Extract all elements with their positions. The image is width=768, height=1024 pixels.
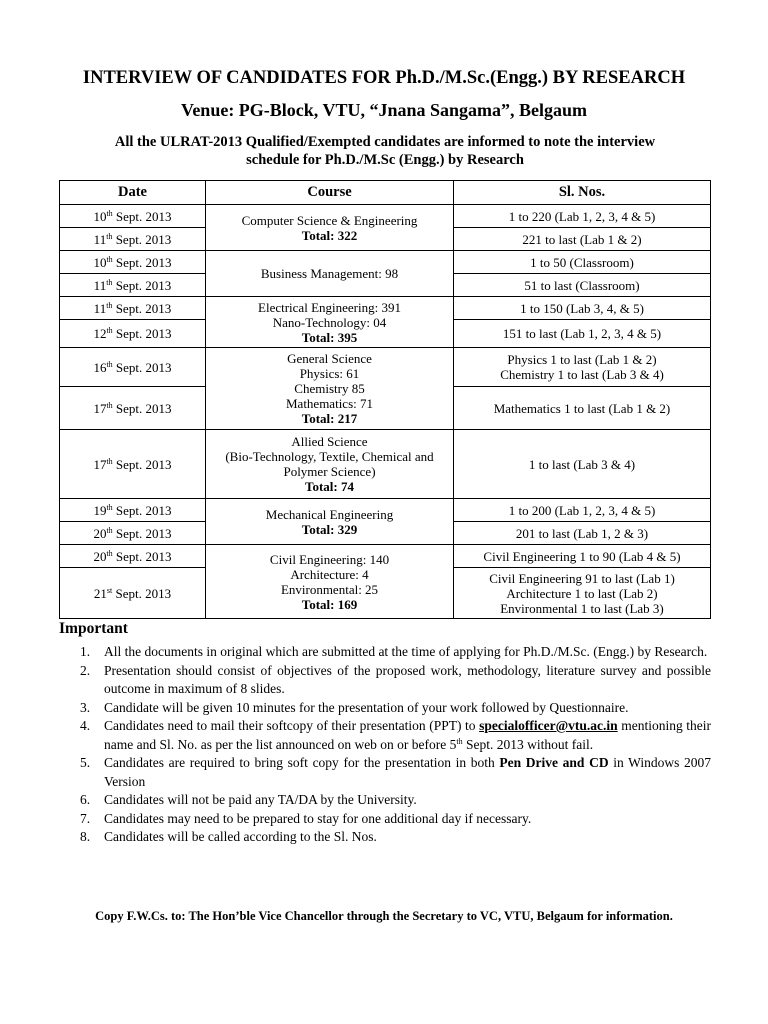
table-row bbox=[60, 205, 711, 228]
table-row bbox=[60, 297, 711, 320]
date-cell: 12th Sept. 2013 bbox=[60, 320, 206, 348]
course-cell: General Science Physics: 61 Chemistry 85 Mathematics: 71 Total: 217 bbox=[206, 348, 454, 430]
document-title: INTERVIEW OF CANDIDATES FOR Ph.D./M.Sc.(Engg.) BY RESEARCH bbox=[82, 68, 686, 88]
venue-line: Venue: PG-Block, VTU, “Jnana Sangama”, Belgaum bbox=[180, 100, 588, 120]
table-header-row bbox=[60, 181, 711, 205]
course-cell: Mechanical Engineering Total: 329 bbox=[206, 499, 454, 545]
table-row bbox=[60, 251, 711, 274]
slnos-cell: Civil Engineering 91 to last (Lab 1) Architecture 1 to last (Lab 2) Environmental 1 to last (Lab 3) bbox=[454, 568, 711, 619]
intro-line-2: schedule for Ph.D./M.Sc (Engg.) by Research bbox=[246, 152, 524, 168]
table-row bbox=[60, 499, 711, 522]
slnos-cell: 1 to last (Lab 3 & 4) bbox=[454, 430, 711, 499]
slnos-cell: Physics 1 to last (Lab 1 & 2) Chemistry 1 to last (Lab 3 & 4) bbox=[454, 348, 711, 387]
date-cell: 16th Sept. 2013 bbox=[60, 348, 206, 387]
slnos-cell: Civil Engineering 1 to 90 (Lab 4 & 5) bbox=[454, 545, 711, 568]
date-cell: 11th Sept. 2013 bbox=[60, 274, 206, 297]
list-item: 6. Candidates will not be paid any TA/DA by the University. bbox=[80, 792, 417, 807]
important-heading: Important bbox=[59, 620, 128, 637]
slnos-cell: 1 to 50 (Classroom) bbox=[454, 251, 711, 274]
course-cell: Business Management: 98 bbox=[206, 251, 454, 297]
date-cell: 19th Sept. 2013 bbox=[60, 499, 206, 522]
slnos-cell: 51 to last (Classroom) bbox=[454, 274, 711, 297]
table-row bbox=[60, 545, 711, 568]
header-date: Date bbox=[60, 181, 206, 205]
date-cell: 17th Sept. 2013 bbox=[60, 387, 206, 430]
slnos-cell: 151 to last (Lab 1, 2, 3, 4 & 5) bbox=[454, 320, 711, 348]
date-cell: 17th Sept. 2013 bbox=[60, 430, 206, 499]
header-slnos: Sl. Nos. bbox=[454, 181, 711, 205]
list-item: 7. Candidates may need to be prepared to stay for one additional day if necessary. bbox=[80, 810, 532, 826]
course-cell: Allied Science (Bio-Technology, Textile, Chemical and Polymer Science) Total: 74 bbox=[206, 430, 454, 499]
date-cell: 20th Sept. 2013 bbox=[60, 545, 206, 568]
important-list bbox=[80, 643, 711, 847]
list-item: 2. Presentation should consist of objectives of the proposed work, methodology, literature survey and possible outcome in maximum of 8 slides. bbox=[80, 662, 711, 696]
slnos-cell: 1 to 220 (Lab 1, 2, 3, 4 & 5) bbox=[454, 205, 711, 228]
date-cell: 11th Sept. 2013 bbox=[60, 228, 206, 251]
list-item: 8. Candidates will be called according to the Sl. Nos. bbox=[80, 829, 377, 844]
slnos-cell: 201 to last (Lab 1, 2 & 3) bbox=[454, 522, 711, 545]
course-cell: Electrical Engineering: 391 Nano-Technology: 04 Total: 395 bbox=[206, 297, 454, 348]
slnos-cell: 1 to 200 (Lab 1, 2, 3, 4 & 5) bbox=[454, 499, 711, 522]
course-cell: Computer Science & Engineering Total: 322 bbox=[206, 205, 454, 251]
list-item: 1. All the documents in original which are submitted at the time of applying for Ph.D./M.Sc. (Engg.) by Research. bbox=[80, 644, 708, 659]
schedule-table bbox=[59, 180, 711, 619]
copy-note: Copy F.W.Cs. to: The Hon’ble Vice Chancellor through the Secretary to VC, VTU, Belgaum for information. bbox=[95, 909, 673, 923]
date-cell: 11th Sept. 2013 bbox=[60, 297, 206, 320]
slnos-cell: Mathematics 1 to last (Lab 1 & 2) bbox=[454, 387, 711, 430]
table-row bbox=[60, 430, 711, 499]
slnos-cell: 1 to 150 (Lab 3, 4, & 5) bbox=[454, 297, 711, 320]
date-cell: 10th Sept. 2013 bbox=[60, 205, 206, 228]
intro-text bbox=[60, 133, 710, 169]
list-item: 4. Candidates need to mail their softcopy of their presentation (PPT) to specialofficer@vtu.ac.in mentioning their name and Sl. No. as per the list announced on web on or before 5th Sept. 2013 without fail. bbox=[80, 718, 711, 752]
list-item: 5. Candidates are required to bring soft copy for the presentation in both Pen Drive and CD in Windows 2007 Version bbox=[80, 755, 711, 789]
header-course: Course bbox=[206, 181, 454, 205]
date-cell: 10th Sept. 2013 bbox=[60, 251, 206, 274]
course-cell: Civil Engineering: 140 Architecture: 4 Environmental: 25 Total: 169 bbox=[206, 545, 454, 619]
intro-line-1: All the ULRAT-2013 Qualified/Exempted candidates are informed to note the interview bbox=[114, 134, 656, 150]
date-cell: 20th Sept. 2013 bbox=[60, 522, 206, 545]
table-row bbox=[60, 348, 711, 387]
date-cell: 21st Sept. 2013 bbox=[60, 568, 206, 619]
list-item: 3. Candidate will be given 10 minutes for the presentation of your work followed by Questionnaire. bbox=[80, 699, 629, 715]
slnos-cell: 221 to last (Lab 1 & 2) bbox=[454, 228, 711, 251]
email-link[interactable]: specialofficer@vtu.ac.in bbox=[479, 718, 618, 733]
